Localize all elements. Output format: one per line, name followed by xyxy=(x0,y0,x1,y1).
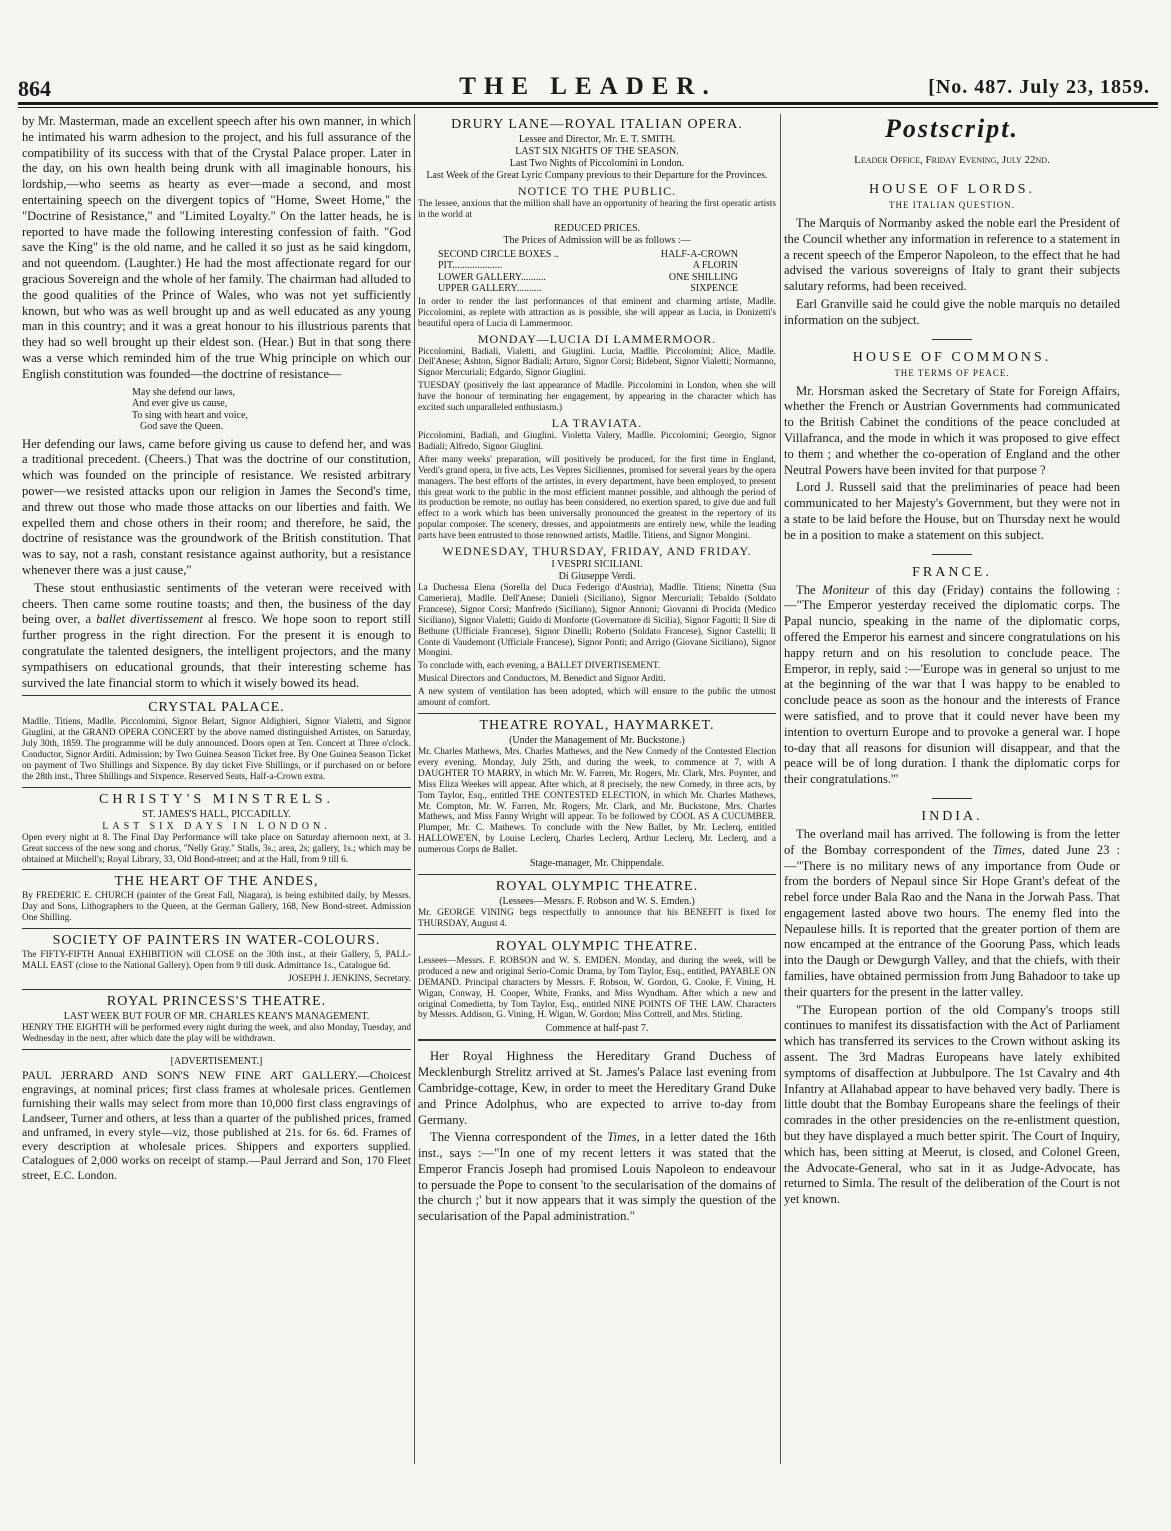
verse-quote xyxy=(22,387,411,433)
article-paragraph: These stout enthusiastic sentiments of the veteran were received with cheers. Then came some routine toasts; and then, the business of the day being over, a ballet divertissement al fresco. We hope soon to report still further progress in the right direction. For the present it is enough to congratulate the talented designers, the intelligent projectors, and the many sympathisers on educational grounds, that their interesting scheme has survived the late financial storm to which it wisely bowed its head. xyxy=(22,580,411,690)
ad-body: Mr. GEORGE VINING begs respectfully to announce that his BENEFIT is fixed for THURSDAY, August 4. xyxy=(418,908,776,929)
ad-subheading: LAST SIX DAYS IN LONDON. xyxy=(102,820,331,832)
ad-heading: ROYAL OLYMPIC THEATRE. xyxy=(495,938,699,954)
column-divider xyxy=(780,114,781,1464)
ad-body: Mr. Charles Mathews, Mrs. Charles Mathews, and the New Comedy of the Contested Election every evening. Monday, July 25th, and during the week, to commence at 7, with A DAUGHTER TO MARRY, in which Mr. W. Farren, Mr. Rogers, Mr. Clark, Mrs. Poynter, and Miss Eliza Weekes will appear. After which, at 8 precisely, the new Comedy, in three acts, by Tom Taylor, Esq., entitled THE CONTESTED ELECTION, in which Mr. Charles Mathews, Mr. Compton, Mr. W. Farren, Mr. Rogers, Mr. Clark, and Mr. Buckstone, Mrs. Charles Mathews, and Miss Fanny Wright will appear. To be followed by COOL AS A CUCUMBER. Plumper, Mr. C. Mathews. To conclude with the New Ballet, by Mr. Leclerq, entitled HALLOWE'EN, by Louise Leclerq, Charles Leclerq, Arthur Leclerq, Mr. Leclerq, and a numerous Corps de Ballet. xyxy=(418,747,776,856)
performance-heading: LA TRAVIATA. xyxy=(551,415,643,430)
section-subheading: THE ITALIAN QUESTION. xyxy=(888,200,1015,210)
header-rule xyxy=(18,102,1158,105)
ad-body: Open every night at 8. The Final Day Performance will take place on Saturday afternoon next, at 3. Great success of the new song and chorus, "Nelly Gray." Stalls, 3s.; area, 2s; gallery, 1s.; which may be obtained at Mitchell's; Royal Library, 33, Old Bond-street; and at the Hall, from 9 till 6. xyxy=(22,832,411,865)
article-paragraph: The Marquis of Normanby asked the noble earl the President of the Council whether any information in reference to a statement in a recent speech of the Emperor Napoleon, to the effect that he had advised the various sovereigns of Italy to grant their subjects salutary reforms, had been received. xyxy=(784,216,1120,294)
verse-line: To sing with heart and voice, xyxy=(132,409,248,421)
header-rule-thin xyxy=(18,107,1158,108)
article-paragraph: The Vienna correspondent of the Times, in a letter dated the 16th inst., says :—"In one of my recent letters it was stated that the Emperor Francis Joseph had promised Louis Napoleon to endeavour to persuade the Pope to consent 'to the secularisation of the domains of the church ;' but it now appears that it was simply the question of the secularisation of the Papal administration." xyxy=(418,1130,776,1224)
ad-subheading: I VESPRI SICILIANI. xyxy=(551,559,643,571)
ad-heading: CRYSTAL PALACE. xyxy=(148,700,285,716)
ad-subheading: Commence at half-past 7. xyxy=(545,1023,649,1035)
verse-line: God save the Queen. xyxy=(140,421,224,433)
ad-heading: ROYAL OLYMPIC THEATRE. xyxy=(495,879,699,895)
ad-heading: THE HEART OF THE ANDES, xyxy=(114,874,319,890)
ad-subheading: REDUCED PRICES. xyxy=(553,222,641,234)
ad-body: HENRY THE EIGHTH will be performed every night during the week, and also Monday, Tuesday, and Wednesday in the next, after which date the play will be withdrawn. xyxy=(22,1022,411,1044)
ad-subheading: ST. JAMES'S HALL, PICCADILLY. xyxy=(142,808,291,820)
masthead-title: THE LEADER. xyxy=(459,73,717,100)
ad-body: The FIFTY-FIFTH Annual EXHIBITION will CLOSE on the 30th inst., at their Gallery, 5, PALL-MALL EAST (close to the National Gallery). Open from 9 till dusk. Admittance 1s., Catalogue 6d. xyxy=(22,950,411,972)
column-divider xyxy=(414,114,415,1464)
ad-subheading: (Lessees—Messrs. F. Robson and W. S. Emden.) xyxy=(499,896,695,908)
ad-body: La Duchessa Elena (Sorella del Duca Federigo d'Austria), Madlle. Titiens; Ninetta (Sua Cameriera), Madlle. Dell'Anese; Danieli (Siciliano), Signor Mercuriali; Tebaldo (Soldato Francese), Signor Corsi; Manfredo (Siciliano), Signor Annoni; Giovanni di Procida (Medico Siciliano), Signor Vialetti; Guido di Monforte (Governatore di Sicilia), Signor Fagotti; Il Sire di Bethune (Ufficiale Francese), Signor Dinelli; Roberto (Soldato Francese), Signor Castelli; Il Conte di Vaudemont (Ufficiale Francese), Signor Ponti; and Arrigo (Giovane Siciliano), Signor Mongini. xyxy=(418,583,776,659)
column-middle xyxy=(418,114,776,1459)
article-paragraph: by Mr. Masterman, made an excellent speech after his own manner, in which he intimated his warm adhesion to the project, and his full assurance of the compatibility of its success with that of the Crystal Palace proper. Later in the day, on his own health being drunk with all imaginable honours, his lordship,—who seems as hearty as ever—made a second, and most entertaining speech on the divergent topics of "Home, Sweet Home," the "Doctrine of Resistance," and "Limited Loyalty." On the latter heads, he is reported to have made the following interesting confession of faith. "God save the King" is the old name, and he called it so just as he said kingdom, and not queendom. (Laughter.) He had the most affectionate regard for our gracious Sovereign and the whole of her family. The chairman had alluded to the good qualities of the Prince of Wales, who was not yet sufficiently known, but who was as well brought up and as well educated as any young man in this country; and it was a great honour to his illustrious parents that they had so well brought up their eldest son. (Hear.) But in that song there was a verse which reminded him of the true Whig principle on which our English constitution was founded—the doctrine of resistance— xyxy=(22,114,411,381)
ad-body: In order to render the last performances of that eminent and charming artiste, Madlle. Piccolomini, as replete with attraction as is possible, she will appear as Lucia, in Donizetti's beautiful opera of Lucia di Lammermoor. xyxy=(418,296,776,329)
notice-heading: NOTICE TO THE PUBLIC. xyxy=(517,184,677,198)
ad-subheading: Lessee and Director, Mr. E. T. SMITH. xyxy=(518,134,676,145)
column-right xyxy=(784,114,1120,1459)
section-heading: FRANCE. xyxy=(912,564,992,580)
issue-date: [No. 487. July 23, 1859. xyxy=(928,76,1150,98)
ad-subheading: The Prices of Admission will be as follows :— xyxy=(503,234,691,246)
price-row: SECOND CIRCLE BOXES .. HALF-A-CROWN xyxy=(438,248,738,260)
performance-heading: MONDAY—LUCIA DI LAMMERMOOR. xyxy=(477,331,717,346)
ad-heading: DRURY LANE—ROYAL ITALIAN OPERA. xyxy=(451,117,743,132)
ad-subheading: Last Two Nights of Piccolomini in London. xyxy=(509,158,685,169)
column-left xyxy=(22,114,411,1459)
ad-body: TUESDAY (positively the last appearance of Madlle. Piccolomini in London, when she will have the honour of terminating her engagement, by appearing in the character which has excited such unparalleled enthusiasm.) xyxy=(418,381,776,414)
price-row: PIT.................... A FLORIN xyxy=(438,260,738,272)
ad-body: Madlle. Titiens, Madlle. Piccolomini, Signor Belart, Signor Aldighieri, Signor Vialetti, and Signor Giuglini, at the GRAND OPERA CONCERT by the above named distinguished Artistes, on Saturday, July 30th, 1859. The programme will be duly announced. Doors open at Ten. Concert at Three o'clock. Conductor, Signor Arditi. Admission; by Two Guinea Season Ticket free. By One Guinea Season Ticket on payment of Two Shillings and Sixpence. By day ticket Five Shillings, or if purchased on or before the 28th inst., Three Shillings and Sixpence. Reserved Seats, Half-a-Crown extra. xyxy=(22,717,411,782)
article-paragraph: Earl Granville said he could give the noble marquis no detailed information on the subject. xyxy=(784,296,1120,327)
ad-body: To conclude with, each evening, a BALLET DIVERTISEMENT. xyxy=(418,661,661,672)
ad-body: By FREDERIC E. CHURCH (painter of the Great Fall, Niagara), is being exhibited daily, by Messrs. Day and Sons, Lithographers to the Queen, at the German Gallery, 168, New Bond-street. Admission One Shilling. xyxy=(22,891,411,924)
ad-body: A new system of ventilation has been adopted, which will ensure to the public the utmost amount of comfort. xyxy=(418,687,776,709)
verse-line: May she defend our laws, xyxy=(132,386,236,398)
section-heading: INDIA. xyxy=(921,808,983,824)
ad-body: Lessees—Messrs. F. ROBSON and W. S. EMDEN. Monday, and during the week, will be produced a new and original Serio-Comic Drama, by Tom Taylor, Esq., entitled, PAYABLE ON DEMAND. Principal characters by Messrs. F. Robson, W. Gordon, G. Cooke, F. Vining, H. Wigan, Conway, H. Cooper, White, Franks, and Miss Wyndham. After which a new and original Comedietta, by Tom Taylor, Esq., entitled NINE POINTS OF THE LAW. Characters by Messrs. Addison, G. Vining, H. Wigan, W. Gordon; Miss Cottrell, and Mrs. Stirling. xyxy=(418,955,776,1021)
ad-heading: SOCIETY OF PAINTERS IN WATER-COLOURS. xyxy=(52,933,381,949)
page-number: 864 xyxy=(18,76,51,101)
ad-subheading: Stage-manager, Mr. Chippendale. xyxy=(529,858,665,870)
ad-body: Musical Directors and Conductors, M. Benedict and Signor Arditi. xyxy=(418,674,666,685)
price-row: LOWER GALLERY.......... ONE SHILLING xyxy=(438,271,738,283)
ad-signature: JOSEPH J. JENKINS, Secretary. xyxy=(288,973,411,984)
ad-heading: CHRISTY'S MINSTRELS. xyxy=(99,791,334,807)
article-paragraph: Lord J. Russell said that the preliminaries of peace had been communicated to her Majesty's Government, but they were not in a state to be laid before the House, but on Thursday next he would be in a position to make a statement on this subject. xyxy=(784,480,1120,542)
ad-subheading: Di Giuseppe Verdi. xyxy=(558,571,636,583)
section-heading: HOUSE OF LORDS. xyxy=(869,182,1035,197)
ad-body: Piccolomini, Badiali, Vialetti, and Giuglini. Lucia, Madlle. Piccolomini; Alice, Madlle. Dell'Anese; Ashton, Signor Badiali; Arturo, Signor Corsi; Bidebent, Signor Vialetti; Normanno, Signor Mercuriali; Edgardo, Signor Giuglini. xyxy=(418,346,776,379)
section-subheading: THE TERMS OF PEACE. xyxy=(894,367,1010,378)
ad-heading: THEATRE ROYAL, HAYMARKET. xyxy=(479,718,715,733)
ad-subheading: LAST SIX NIGHTS OF THE SEASON. xyxy=(515,146,679,157)
article-paragraph: Her Royal Highness the Hereditary Grand Duchess of Mecklenburgh Strelitz arrived at St. James's Palace last evening from Cambridge-cottage, Kew, in order to meet the Hereditary Grand Duke and Prince Adolphus, who are expected to arrive to-day from Germany. xyxy=(418,1049,776,1127)
ad-body: PAUL JERRARD AND SON'S NEW FINE ART GALLERY.—Choicest engravings, at nominal prices; first class frames at wholesale prices. Gentlemen furnishing their walls may select from more than 10,000 first class engravings of Landseer, Turner and others, at less than a quarter of the published prices, framed and unframed, in every style—viz, those published at 21s. for 6s. 6d. Frames of every description at wholesale prices. Shippers and exporters supplied. Catalogues of 2,000 works on receipt of stamp.—Paul Jerrard and Son, 170 Fleet street, E.C. London. xyxy=(22,1067,411,1182)
price-row: UPPER GALLERY.......... SIXPENCE xyxy=(438,283,738,295)
article-paragraph: Her defending our laws, came before giving us cause to defend her, and was a traditional precedent. (Cheers.) That was the doctrine of our constitution, which was founded on the principle of resistance. We resisted arbitrary power—we resisted attacks upon our religion in James the Second's time, and threw out those who made those attacks on our liberties and faith. We expelled them and chose others in their room; and therefore, he said, the doctrine of resistance was the groundwork of the British constitution. That was to say, not a rash, constant resistance against authority, but a resistance whenever there was a just cause," xyxy=(22,436,411,577)
advert-label: [ADVERTISEMENT.] xyxy=(170,1055,263,1067)
ad-subheading: (Under the Management of Mr. Buckstone.) xyxy=(509,735,685,746)
verse-line: And ever give us cause, xyxy=(132,398,228,410)
article-paragraph: The Moniteur of this day (Friday) contains the following :—"The Emperor yesterday received the diplomatic corps. The Papal nuncio, speaking in the name of the diplomatic corps, offered the Emperor his earnest and sincere congratulations on his happy return and on his resolution to conclude peace. The Emperor, in reply, said :—'Europe was in general so unjust to me at the beginning of the war that I was happy to be enabled to conclude peace as soon as the honour and the interests of France were satisfied, and to prove that it could never have been my intention to overturn Europe and to provoke a general war. I hope to-day that all reasons for disunion will disappear, and that the peace will be of long duration. I thank the diplomatic corps for their congratulations.'" xyxy=(784,582,1120,787)
page-header xyxy=(18,6,1158,106)
ad-body: The lessee, anxious that the million shall have an opportunity of hearing the first operatic artists in the world at xyxy=(418,199,776,220)
postscript-heading: Postscript. xyxy=(885,114,1019,143)
ad-heading: ROYAL PRINCESS'S THEATRE. xyxy=(106,993,327,1009)
article-paragraph: "The European portion of the old Company's troops still continues to manifest its dissatisfaction with the Act of Parliament which has transferred its services to the Crown without asking its assent. The 3rd Madras Europeans have lately exhibited symptoms of disaffection at Jubbulpore. The 1st Cavalry and 4th Infantry at Allahabad appear to have behaved very badly. There is little doubt that the Bombay Europeans share the feelings of their comrades in the other presidencies on the re-enlistment question, but they have displayed a much better spirit. The Court of Inquiry, which has, been sitting at Meerut, is closed, and Colonel Green, the Advocate-General, who sat in it as Judge-Advocate, has returned to Simla. The result of the deliberation of the Court is not yet known. xyxy=(784,1002,1120,1207)
ad-body: Piccolomini, Badiali, and Giuglini. Violetta Valery, Madlle. Piccolomini; Georgio, Signor Badiali; Alfredo, Signor Giuglini. xyxy=(418,430,776,452)
performance-heading: WEDNESDAY, THURSDAY, FRIDAY, AND FRIDAY. xyxy=(442,544,752,559)
article-paragraph: Mr. Horsman asked the Secretary of State for Foreign Affairs, whether the French or Austrian Governments had communicated to the British Cabinet the conditions of the peace concluded at Villafranca, and the mode in which it was proposed to give effect to them ; and whether the co-operation of England and the other Neutral Powers have been invited for that purpose ? xyxy=(784,383,1120,477)
section-heading: HOUSE OF COMMONS. xyxy=(852,349,1052,365)
dateline: Leader Office, Friday Evening, July 22nd. xyxy=(854,154,1050,166)
ad-subheading: LAST WEEK BUT FOUR OF MR. CHARLES KEAN'S MANAGEMENT. xyxy=(63,1010,370,1022)
article-paragraph: The overland mail has arrived. The following is from the letter of the Bombay correspondent of the Times, dated June 23 :—"There is no military news of any importance from Oude or from the borders of Nepaul since Sir Hope Grant's defeat of the rebel force under Bala Rao and the Nana in the Jorwah Pass. That engagement lasted above two hours. The enemy fled into the Nepaulese hills. It is reported that the greater portion of them are now encamped at the entrance of the Goorung Pass, which leads into the Daugh or Dewgurgh Valley, and that the chiefs, with their families, have obtained permission from Jung Bahadoor to take up their quarters for the present in the latter valley. xyxy=(784,826,1120,999)
price-table xyxy=(438,249,776,295)
ad-body: After many weeks' preparation, will positively be produced, for the first time in England, Verdi's grand opera, in five acts, Les Vepres Siciliennes, promised for several years by the opera managers. The best efforts of the artistes, in every department, have been employed, to present this great work to the public in the most efficient manner possible, and although the period of its production be remote, no outlay has been considered, no exertion spared, to give due and full effect to a work which has been universally pronounced the greatest in the repertory of its popular composer. The scenery, dresses, and appointments are entirely new, while the leading parts have been entrusted to those renowned artists, Madlle. Titiens, and Signor Mongini. xyxy=(418,454,776,542)
ad-subheading: Last Week of the Great Lyric Company previous to their Departure for the Provinces. xyxy=(426,170,768,181)
